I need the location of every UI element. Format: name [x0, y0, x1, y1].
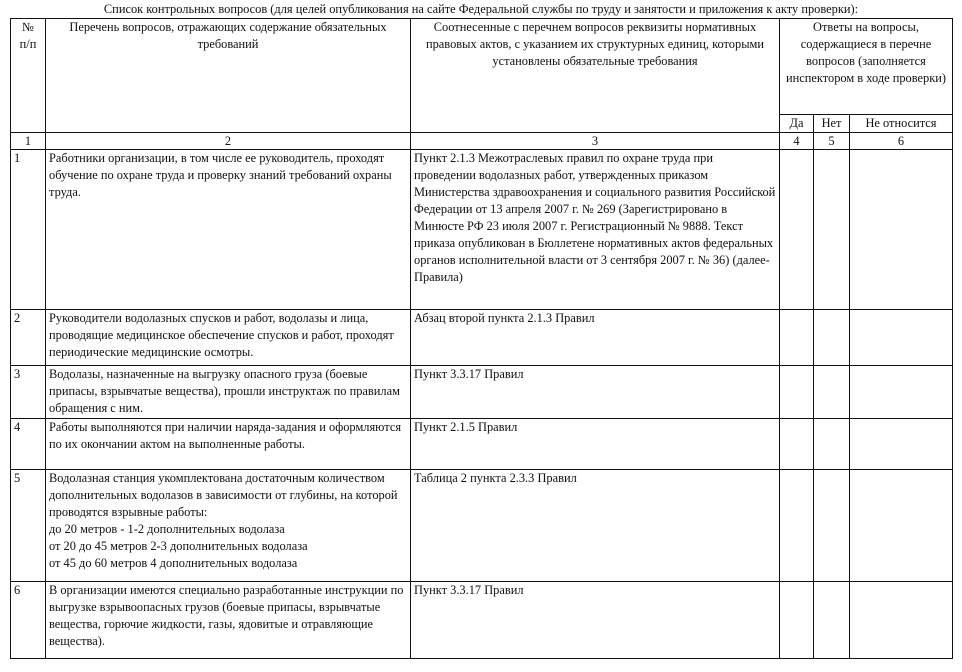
requisite-text: Пункт 2.1.3 Межотраслевых правил по охране труда при проведении водолазных работ, утвержденных приказом Министерства здравоохранения и социального развития Российской Федерации от 13 апреля 2007 г. № 269 (Зарегистрировано в Минюсте РФ 23 июля 2007 г. Регистрационный № 9888. Текст приказа опубликован в Бюллетене нормативных актов федеральных органов исполнительной власти от 3 сентября 2007 г. № 36) (далее-Правила)	[411, 150, 780, 310]
answer-yes-cell[interactable]	[780, 366, 814, 419]
table-row	[11, 366, 953, 419]
row-number: 4	[11, 419, 46, 470]
row-number: 1	[11, 150, 46, 310]
requisite-text: Пункт 3.3.17 Правил	[411, 366, 780, 419]
row-number: 5	[11, 470, 46, 582]
header-no: Нет	[814, 115, 850, 133]
answer-no-cell[interactable]	[814, 310, 850, 366]
header-requisites: Соотнесенные с перечнем вопросов реквизиты нормативных правовых актов, с указанием их структурных единиц, которыми установлены обязательные требования	[411, 19, 780, 133]
answer-na-cell[interactable]	[850, 366, 953, 419]
row-number: 2	[11, 310, 46, 366]
header-yes: Да	[780, 115, 814, 133]
header-questions: Перечень вопросов, отражающих содержание обязательных требований	[46, 19, 411, 133]
row-number: 3	[11, 366, 46, 419]
answer-yes-cell[interactable]	[780, 150, 814, 310]
question-text: Работники организации, в том числе ее руководитель, проходят обучение по охране труда и проверку знаний требований охраны труда.	[46, 150, 411, 310]
header-na: Не относится	[850, 115, 953, 133]
column-numbers-row	[11, 133, 953, 150]
requisite-text: Таблица 2 пункта 2.3.3 Правил	[411, 470, 780, 582]
question-text: Работы выполняются при наличии наряда-задания и оформляются по их окончании актом на выполненные работы.	[46, 419, 411, 470]
column-number: 5	[814, 133, 850, 150]
question-text: В организации имеются специально разработанные инструкции по выгрузке взрывоопасных грузов (боевые припасы, взрывчатые вещества, горючие жидкости, газы, ядовитые и отравляющие вещества).	[46, 582, 411, 659]
answer-yes-cell[interactable]	[780, 582, 814, 659]
table-row	[11, 470, 953, 582]
requisite-text: Абзац второй пункта 2.1.3 Правил	[411, 310, 780, 366]
answer-yes-cell[interactable]	[780, 470, 814, 582]
answer-no-cell[interactable]	[814, 582, 850, 659]
row-number: 6	[11, 582, 46, 659]
answer-no-cell[interactable]	[814, 150, 850, 310]
answer-na-cell[interactable]	[850, 419, 953, 470]
answer-no-cell[interactable]	[814, 470, 850, 582]
checklist-table	[10, 18, 953, 659]
requisite-text: Пункт 3.3.17 Правил	[411, 582, 780, 659]
document-caption: Список контрольных вопросов (для целей опубликования на сайте Федеральной службы по труду и занятости и приложения к акту проверки):	[103, 2, 859, 16]
table-row	[11, 310, 953, 366]
question-text: Водолазная станция укомплектована достаточным количеством дополнительных водолазов в зависимости от глубины, на которой проводятся взрывные работы: до 20 метров - 1-2 дополнительных водолаза от 20 до 45 метров 2-3 дополнительных водолаза от 45 до 60 метров 4 дополнительных водолаза	[46, 470, 411, 582]
column-number: 6	[850, 133, 953, 150]
answer-na-cell[interactable]	[850, 470, 953, 582]
answer-no-cell[interactable]	[814, 419, 850, 470]
table-row	[11, 150, 953, 310]
header-answers: Ответы на вопросы, содержащиеся в перечне вопросов (заполняется инспектором в ходе проверки)	[780, 19, 953, 115]
column-number: 2	[46, 133, 411, 150]
answer-na-cell[interactable]	[850, 310, 953, 366]
question-text: Водолазы, назначенные на выгрузку опасного груза (боевые припасы, взрывчатые вещества), прошли инструктаж по правилам обращения с ним.	[46, 366, 411, 419]
answer-yes-cell[interactable]	[780, 310, 814, 366]
header-row	[11, 19, 953, 115]
answer-na-cell[interactable]	[850, 150, 953, 310]
table-row	[11, 419, 953, 470]
requisite-text: Пункт 2.1.5 Правил	[411, 419, 780, 470]
question-text: Руководители водолазных спусков и работ, водолазы и лица, проводящие медицинское обеспечение спусков и работ, проходят периодические медицинские осмотры.	[46, 310, 411, 366]
answer-no-cell[interactable]	[814, 366, 850, 419]
answer-yes-cell[interactable]	[780, 419, 814, 470]
column-number: 1	[11, 133, 46, 150]
column-number: 3	[411, 133, 780, 150]
answer-na-cell[interactable]	[850, 582, 953, 659]
column-number: 4	[780, 133, 814, 150]
header-num: № п/п	[11, 19, 46, 133]
table-row	[11, 582, 953, 659]
